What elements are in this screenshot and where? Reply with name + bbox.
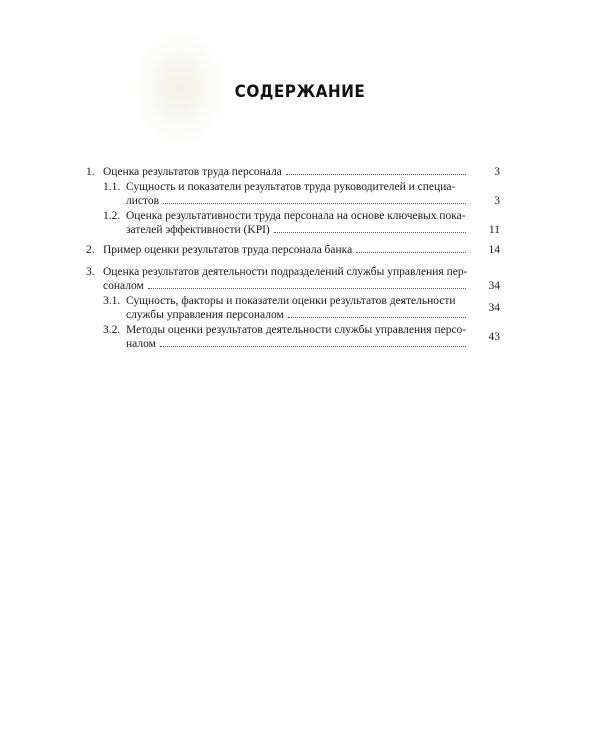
toc-page-number: 43 bbox=[488, 331, 500, 343]
toc-entry-3-1[interactable] bbox=[103, 294, 456, 308]
toc-page-number: 34 bbox=[488, 280, 500, 292]
toc-entry-1-2-cont bbox=[126, 223, 466, 237]
toc-page-number: 11 bbox=[488, 224, 500, 236]
toc-entry-title: Оценка результативности труда персонала на основе ключевых пока- bbox=[126, 210, 466, 222]
toc-entry-number: 1.1. bbox=[103, 181, 121, 193]
toc-leader-dots bbox=[356, 244, 466, 253]
toc-page-number: 3 bbox=[494, 195, 500, 207]
toc-entry-title-cont: зателей эффективности (KPI) bbox=[126, 224, 270, 236]
toc-entry-3-1-cont bbox=[126, 308, 466, 322]
toc-entry-title-cont: налом bbox=[126, 338, 156, 350]
toc-entry-1-2[interactable] bbox=[103, 209, 466, 223]
toc-entry-title-cont: листов bbox=[126, 195, 160, 207]
toc-entry-2[interactable] bbox=[86, 243, 466, 257]
toc-entry-title: Оценка результатов деятельности подразделений службы управления пер- bbox=[103, 266, 468, 278]
toc-entry-number: 3.2. bbox=[103, 324, 121, 336]
toc-entry-number: 3.1. bbox=[103, 295, 121, 307]
toc-entry-title: Сущность и показатели результатов труда руководителей и специа- bbox=[126, 181, 456, 193]
toc-entry-title: Пример оценки результатов труда персонала банка bbox=[103, 244, 353, 256]
toc-entry-title: Методы оценки результатов деятельности службы управления персо- bbox=[126, 324, 467, 336]
toc-entry-1-1[interactable] bbox=[103, 180, 455, 194]
toc-entry-1-1-cont bbox=[126, 194, 466, 208]
toc-entry-title-cont: соналом bbox=[103, 280, 144, 292]
page-title: СОДЕРЖАНИЕ bbox=[234, 82, 366, 102]
toc-entry-3-2[interactable] bbox=[103, 323, 466, 337]
toc-entry-number: 3. bbox=[86, 266, 95, 278]
toc-entry-number: 1.2. bbox=[103, 210, 121, 222]
toc-page-number: 14 bbox=[488, 244, 500, 256]
toc-entry-title: Сущность, факторы и показатели оценки результатов деятельности bbox=[126, 295, 456, 307]
toc-entry-number: 2. bbox=[86, 244, 95, 256]
toc-leader-dots bbox=[160, 338, 466, 347]
toc-entry-3-2-cont bbox=[126, 337, 466, 351]
toc-page-number: 34 bbox=[488, 302, 500, 314]
toc-page-number: 3 bbox=[494, 166, 500, 178]
toc-leader-dots bbox=[163, 195, 466, 204]
toc-leader-dots bbox=[288, 309, 466, 318]
toc-entry-number: 1. bbox=[86, 166, 95, 178]
toc-entry-title-cont: службы управления персоналом bbox=[126, 309, 284, 321]
toc-entry-3-cont bbox=[103, 279, 466, 293]
toc-entry-title: Оценка результатов труда персонала bbox=[103, 166, 282, 178]
toc-leader-dots bbox=[148, 280, 466, 289]
toc-entry-3[interactable] bbox=[86, 265, 467, 279]
toc-leader-dots bbox=[274, 224, 466, 233]
toc-leader-dots bbox=[286, 166, 466, 175]
toc-entry-1[interactable] bbox=[86, 165, 466, 179]
